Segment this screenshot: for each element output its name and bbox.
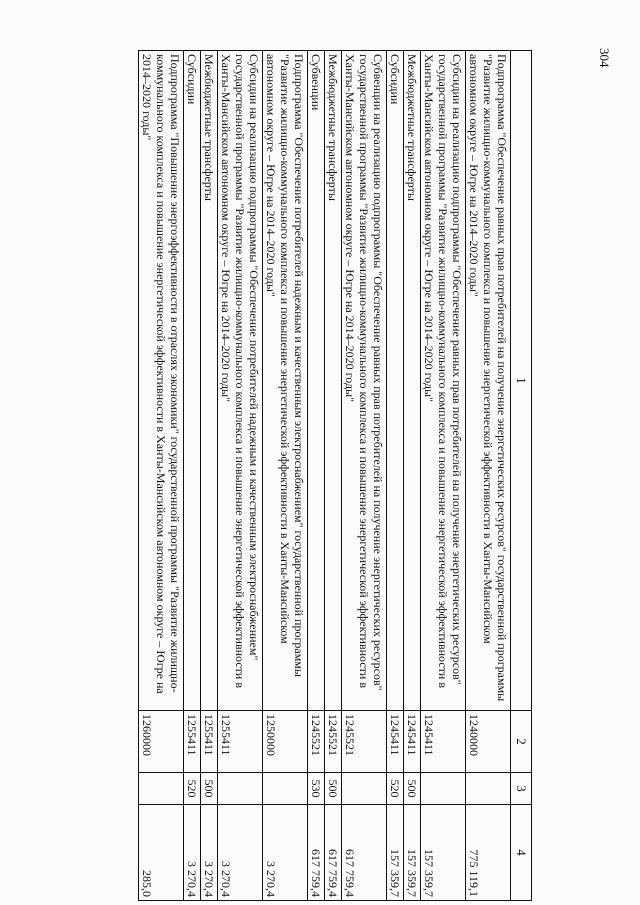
header-cell-code: 2 (511, 711, 532, 773)
row-code-cell: 1240000 (466, 711, 511, 773)
row-expense-type-cell (263, 773, 308, 805)
table-row (466, 51, 511, 901)
row-amount-cell: 285,0 (139, 805, 184, 901)
rotated-page-content (82, 50, 532, 900)
row-code-cell: 1245411 (421, 711, 466, 773)
table-row (263, 51, 308, 901)
row-expense-type-cell: 530 (308, 773, 325, 805)
row-amount-cell: 157 359,7 (404, 805, 421, 901)
header-cell-amount: 4 (511, 805, 532, 901)
row-name-cell: Субвенции на реализацию подпрограммы "Обеспечение равных прав потребителей на получение энергетических ресурсов" государственной программы "Развитие жилищно-коммунального комплекса и повышение энергетической эффективности в Ханты-Мансийском автономном округе – Югре на 2014–2020 годы" (342, 51, 387, 711)
row-name-cell: Межбюджетные трансферты (201, 51, 218, 711)
table-row (184, 51, 201, 901)
row-code-cell: 1250000 (263, 711, 308, 773)
row-amount-cell: 3 270,4 (201, 805, 218, 901)
row-code-cell: 1245411 (404, 711, 421, 773)
row-name-cell: Межбюджетные трансферты (325, 51, 342, 711)
row-amount-cell: 617 759,4 (325, 805, 342, 901)
row-code-cell: 1245521 (308, 711, 325, 773)
row-name-cell: Субсидии (184, 51, 201, 711)
table-row (139, 51, 184, 901)
row-name-cell: Подпрограмма "Обеспечение равных прав потребителей на получение энергетических ресурсов" государственной программы "Развитие жилищно-коммунального комплекса и повышение энергетической эффективности в Ханты-Мансийском автономном округе – Югре на 2014–2020 годы" (466, 51, 511, 711)
table-row (404, 51, 421, 901)
row-name-cell: Субсидии на реализацию подпрограммы "Обеспечение равных прав потребителей на получение энергетических ресурсов" государственной программы "Развитие жилищно-коммунального комплекса и повышение энергетической эффективности в Ханты-Мансийском автономном округе – Югре на 2014–2020 годы" (421, 51, 466, 711)
row-amount-cell: 157 359,7 (387, 805, 404, 901)
row-expense-type-cell: 500 (404, 773, 421, 805)
row-amount-cell: 617 759,4 (342, 805, 387, 901)
row-code-cell: 1260000 (139, 711, 184, 773)
table-row (421, 51, 466, 901)
row-name-cell: Межбюджетные трансферты (404, 51, 421, 711)
row-expense-type-cell: 500 (201, 773, 218, 805)
row-amount-cell: 775 119,1 (466, 805, 511, 901)
table-header-row (511, 51, 532, 901)
row-expense-type-cell: 520 (387, 773, 404, 805)
budget-table (138, 50, 532, 901)
table-row (308, 51, 325, 901)
table-row (201, 51, 218, 901)
header-cell-name: 1 (511, 51, 532, 711)
row-code-cell: 1245411 (387, 711, 404, 773)
table-row (325, 51, 342, 901)
row-expense-type-cell: 500 (325, 773, 342, 805)
row-amount-cell: 617 759,4 (308, 805, 325, 901)
table-row (342, 51, 387, 901)
row-code-cell: 1255411 (201, 711, 218, 773)
table-row (387, 51, 404, 901)
row-expense-type-cell (421, 773, 466, 805)
row-expense-type-cell (466, 773, 511, 805)
row-expense-type-cell (139, 773, 184, 805)
header-cell-expense-type: 3 (511, 773, 532, 805)
row-code-cell: 1255411 (184, 711, 201, 773)
row-amount-cell: 3 270,4 (263, 805, 308, 901)
row-expense-type-cell (218, 773, 263, 805)
row-expense-type-cell: 520 (184, 773, 201, 805)
page-number: 304 (597, 48, 612, 68)
row-name-cell: Субсидии на реализацию подпрограммы "Обеспечение потребителей надежным и качественным электроснабжением" государственной программы "Развитие жилищно-коммунального комплекса и повышение энергетической эффективности в Ханты-Мансийском автономном округе – Югре на 2014–2020 годы" (218, 51, 263, 711)
row-code-cell: 1245521 (325, 711, 342, 773)
row-amount-cell: 157 359,7 (421, 805, 466, 901)
row-expense-type-cell (342, 773, 387, 805)
row-name-cell: Подпрограмма "Повышение энергоэффективности в отраслях экономики" государственной программы "Развитие жилищно-коммунального комплекса и повышение энергетической эффективности в Ханты-Мансийском автономном округе – Югре на 2014–2020 годы" (139, 51, 184, 711)
table-row (218, 51, 263, 901)
row-code-cell: 1245521 (342, 711, 387, 773)
row-amount-cell: 3 270,4 (184, 805, 201, 901)
row-name-cell: Субсидии (387, 51, 404, 711)
row-amount-cell: 3 270,4 (218, 805, 263, 901)
row-code-cell: 1255411 (218, 711, 263, 773)
row-name-cell: Подпрограмма "Обеспечение потребителей надежным и качественным электроснабжением" государственной программы "Развитие жилищно-коммунального комплекса и повышение энергетической эффективности в Ханты-Мансийском автономном округе – Югре на 2014–2020 годы" (263, 51, 308, 711)
row-name-cell: Субвенции (308, 51, 325, 711)
